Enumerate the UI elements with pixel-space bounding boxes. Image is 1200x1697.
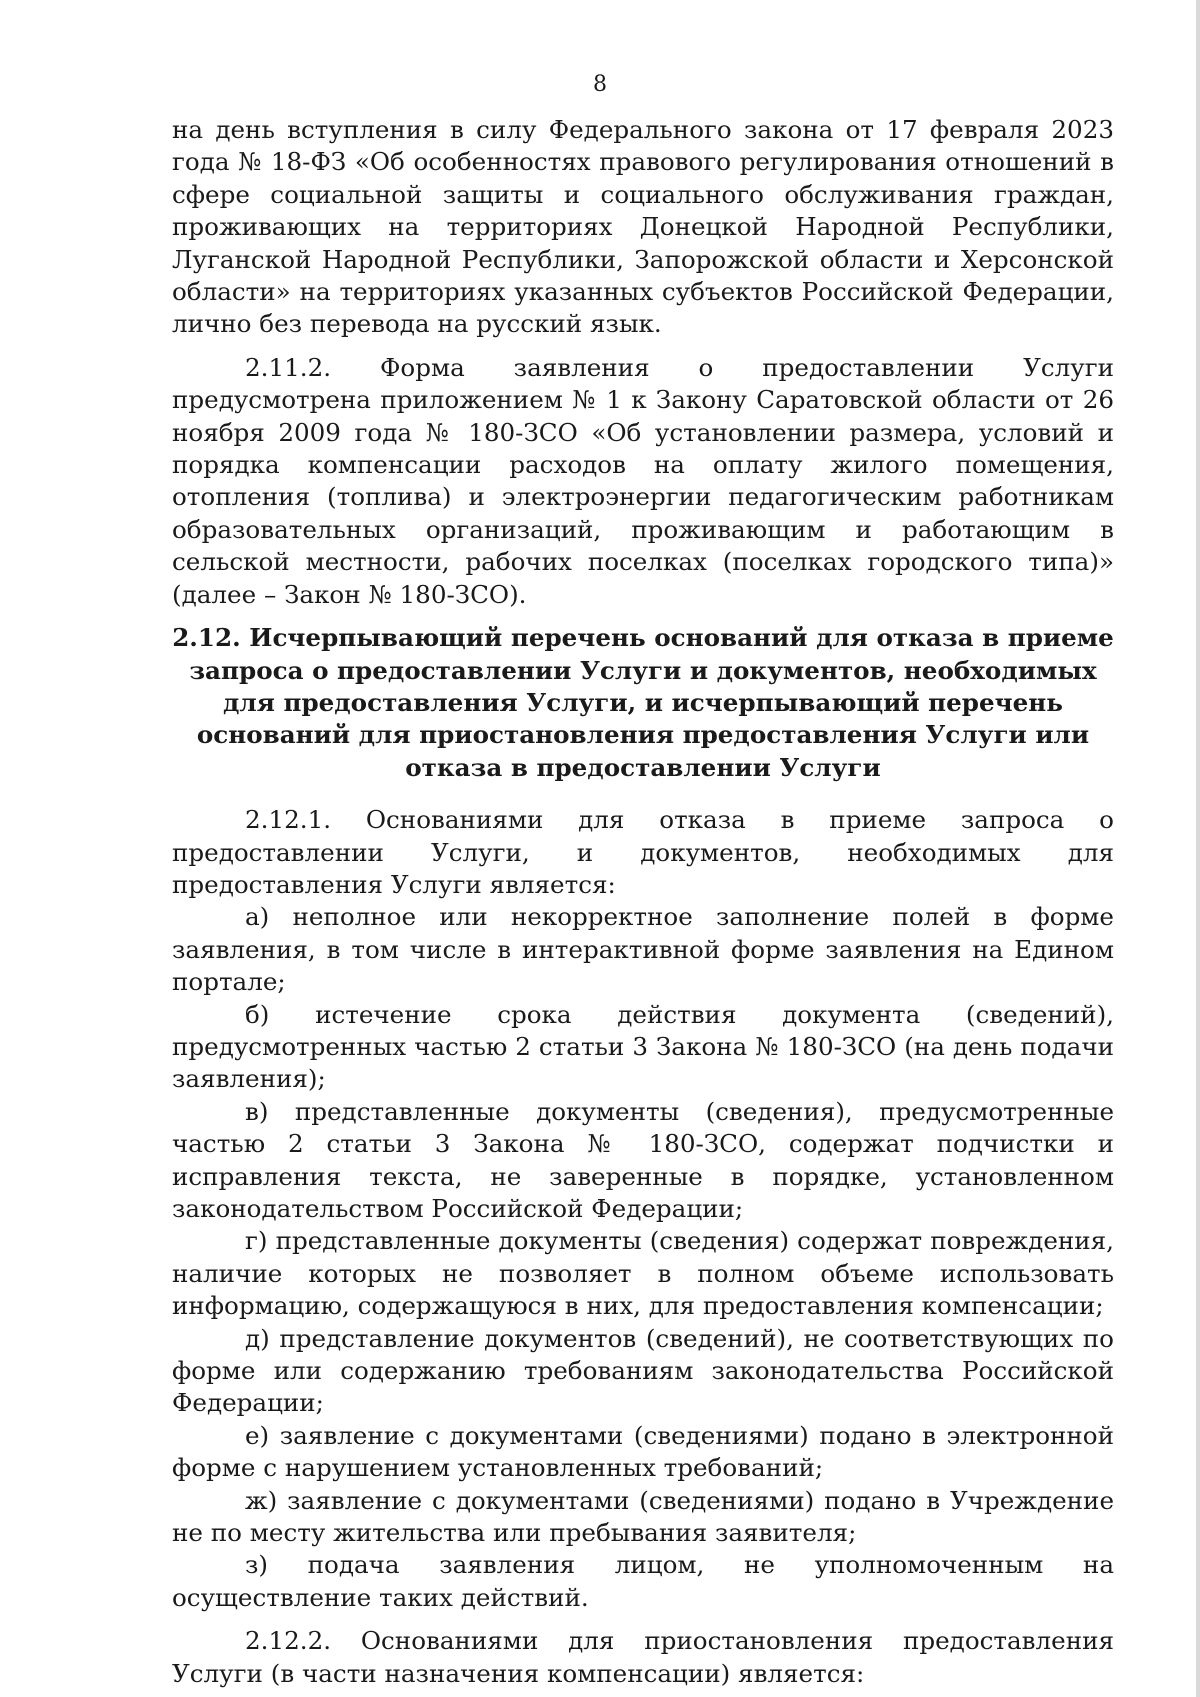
list-item-z: з) подача заявления лицом, не уполномоченным на осуществление таких действий. xyxy=(172,1550,1114,1612)
list-item-zh: ж) заявление с документами (сведениями) подано в Учреждение не по месту жительства или пребывания заявителя; xyxy=(172,1485,1114,1548)
list-item-v: в) представленные документы (сведения), предусмотренные частью 2 статьи 3 Закона № 180-ЗСО, содержат подчистки и исправления текста, не заверенные в порядке, установленном законодательством Российской Федерации; xyxy=(172,1096,1114,1223)
list-item-a: а) неполное или некорректное заполнение полей в форме заявления, в том числе в интерактивной форме заявления на Едином портале; xyxy=(172,902,1114,997)
list-item-e: е) заявление с документами (сведениями) подано в электронной форме с нарушением установленных требований; xyxy=(172,1420,1114,1483)
document-body xyxy=(172,114,1114,1690)
list-item-g: г) представленные документы (сведения) содержат повреждения, наличие которых не позволяет в полном объеме использовать информацию, содержащуюся в них, для предоставления компенсации; xyxy=(172,1226,1114,1321)
paragraph-intro: на день вступления в силу Федерального закона от 17 февраля 2023 года № 18-ФЗ «Об особенностях правового регулирования отношений в сфере социальной защиты и социального обслуживания граждан, проживающих на территориях Донецкой Народной Республики, Луганской Народной Республики, Запорожской области и Херсонской области» на территориях указанных субъектов Российской Федерации, лично без перевода на русский язык. xyxy=(172,115,1114,339)
paragraph-2-11-2: 2.11.2. Форма заявления о предоставлении Услуги предусмотрена приложением № 1 к Закону Саратовской области от 26 ноября 2009 года № 180-ЗСО «Об установлении размера, условий и порядка компенсации расходов на оплату жилого помещения, отопления (топлива) и электроэнергии педагогическим работникам образовательных организаций, проживающим и работающим в сельской местности, рабочих поселках (поселках городского типа)» (далее – Закон № 180-ЗСО). xyxy=(172,352,1114,609)
list-item-b: б) истечение срока действия документа (сведений), предусмотренных частью 2 статьи 3 Закона № 180-ЗСО (на день подачи заявления); xyxy=(172,999,1114,1094)
paragraph-2-12-1: 2.12.1. Основаниями для отказа в приеме запроса о предоставлении Услуги, и документов, необходимых для предоставления Услуги является: xyxy=(172,805,1114,899)
page-number: 8 xyxy=(593,72,607,97)
paragraph-2-12-2: 2.12.2. Основаниями для приостановления предоставления Услуги (в части назначения компенсации) является: xyxy=(172,1626,1114,1688)
section-heading-2-12: 2.12. Исчерпывающий перечень оснований для отказа в приеме запроса о предоставлении Услуги и документов, необходимых для предоставления Услуги, и исчерпывающий перечень оснований для приостановления предоставления Услуги или отказа в предоставлении Услуги xyxy=(172,623,1114,782)
page-edge xyxy=(1196,0,1200,1697)
list-item-d: д) представление документов (сведений), не соответствующих по форме или содержанию требованиям законодательства Российской Федерации; xyxy=(172,1323,1114,1418)
